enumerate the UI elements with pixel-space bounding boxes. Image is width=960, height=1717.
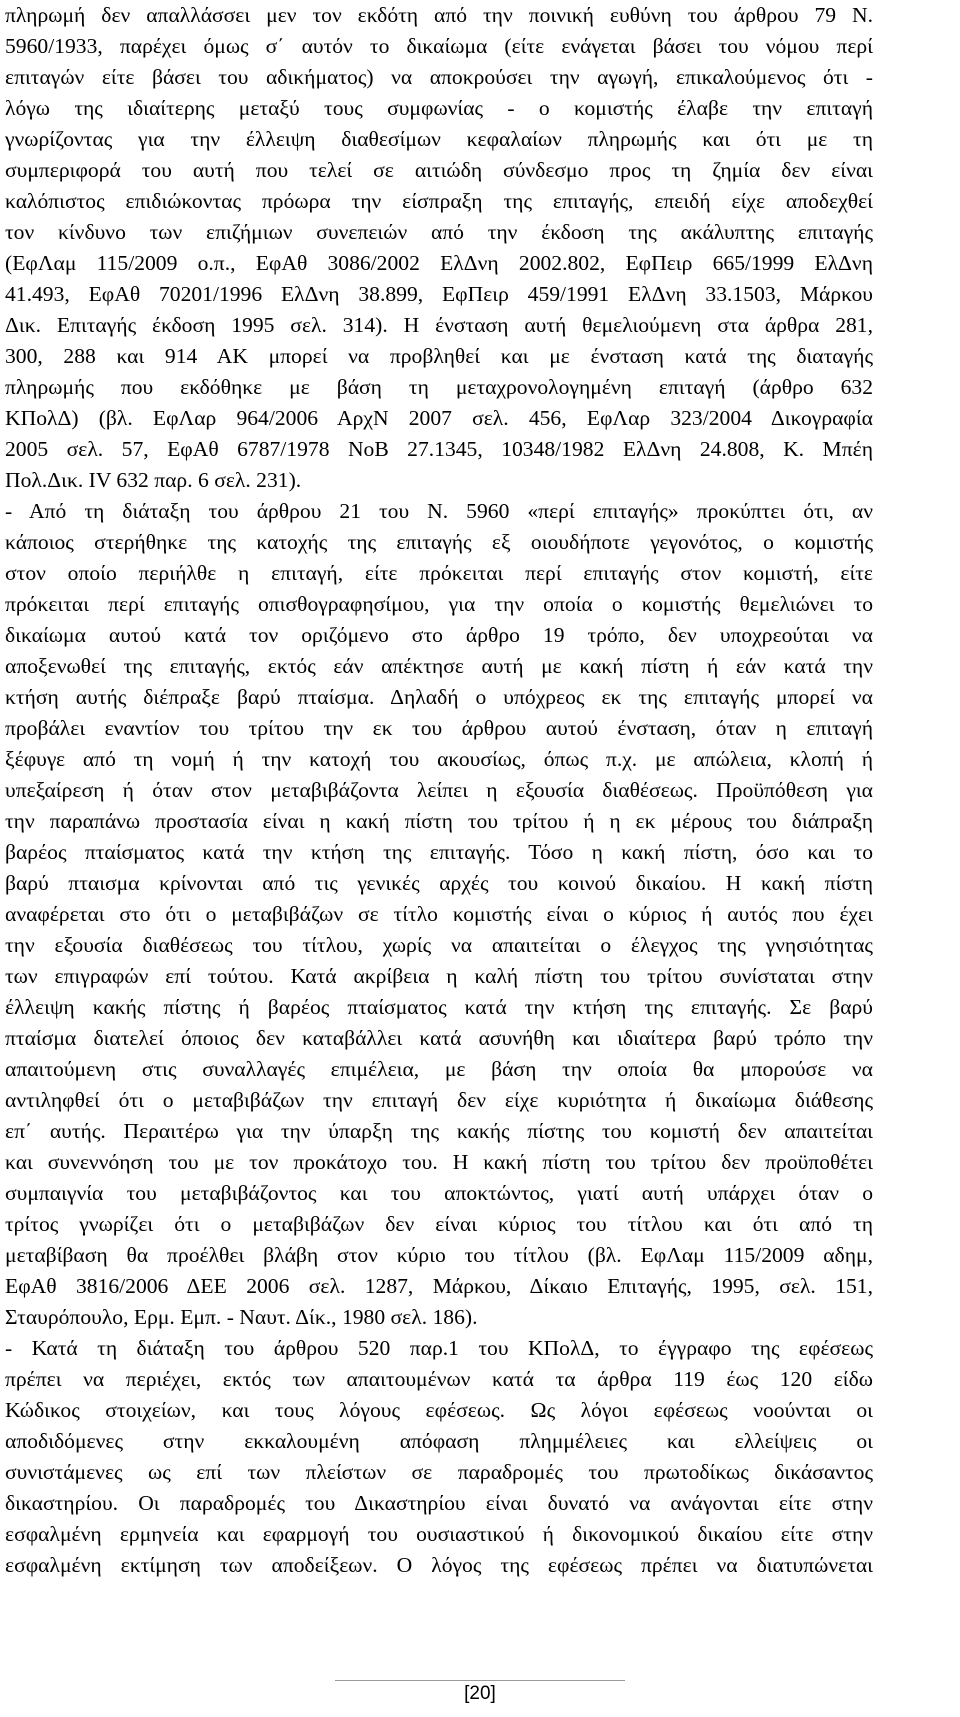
body-text — [5, 0, 873, 1581]
text-line: αποδιδόμενες στην εκκαλουμένη απόφαση πλημμέλειες και ελλείψεις οι — [5, 1429, 873, 1453]
text-line: έλλειψη κακής πίστης ή βαρέος πταίσματος κατά την κτήση της επιταγής. Σε βαρύ — [5, 995, 873, 1019]
page-number: [20] — [464, 1683, 496, 1704]
text-line: καλόπιστος επιδιώκοντας πρόωρα την είσπραξη της επιταγής, επειδή είχε αποδεχθεί — [5, 189, 873, 213]
text-line: αναφέρεται στο ότι ο μεταβιβάζων σε τίτλο κομιστής είναι ο κύριος ή αυτός που έχει — [5, 902, 873, 926]
text-line: γνωρίζοντας για την έλλειψη διαθεσίμων κεφαλαίων πληρωμής και ότι με τη — [5, 127, 873, 151]
text-line: προβάλει εναντίον του τρίτου την εκ του άρθρου αυτού ένσταση, όταν η επιταγή — [5, 716, 873, 740]
text-line: αντιληφθεί ότι ο μεταβιβάζων την επιταγή δεν είχε κυριότητα ή δικαίωμα διάθεσης — [5, 1088, 873, 1112]
text-line: Κώδικος στοιχείων, και τους λόγους εφέσεως. Ως λόγοι εφέσεως νοούνται οι — [5, 1398, 873, 1422]
text-line: Πολ.Δικ. IV 632 παρ. 6 σελ. 231). — [5, 468, 302, 492]
text-line: ξέφυγε από τη νομή ή την κατοχή του ακουσίως, όπως π.χ. με απώλεια, κλοπή ή — [5, 747, 873, 771]
text-line: συμπεριφορά του αυτή που τελεί σε αιτιώδη σύνδεσμο προς τη ζημία δεν είναι — [5, 158, 873, 182]
text-line: συμπαιγνία του μεταβιβάζοντος και του αποκτώντος, γιατί αυτή υπάρχει όταν ο — [5, 1181, 873, 1205]
text-line: βαρύ πταισμα κρίνονται από τις γενικές αρχές του κοινού δικαίου. Η κακή πίστη — [5, 871, 873, 895]
text-line: - Από τη διάταξη του άρθρου 21 του Ν. 5960 «περί επιταγής» προκύπτει ότι, αν — [5, 499, 873, 523]
text-line: εσφαλμένη ερμηνεία και εφαρμογή του ουσιαστικού ή δικονομικού δικαίου είτε στην — [5, 1522, 873, 1546]
text-line: ΚΠολΔ) (βλ. ΕφΛαρ 964/2006 ΑρχΝ 2007 σελ. 456, ΕφΛαρ 323/2004 Δικογραφία — [5, 406, 873, 430]
text-line: εσφαλμένη εκτίμηση των αποδείξεων. Ο λόγος της εφέσεως πρέπει να διατυπώνεται — [5, 1553, 873, 1577]
text-line: τον κίνδυνο των επιζήμιων συνεπειών από την έκδοση της ακάλυπτης επιταγής — [5, 220, 873, 244]
text-line: Δικ. Επιταγής έκδοση 1995 σελ. 314). Η ένσταση αυτή θεμελιούμενη στα άρθρα 281, — [5, 313, 873, 337]
text-line: των επιγραφών επί τούτου. Κατά ακρίβεια η καλή πίστη του τρίτου συνίσταται στην — [5, 964, 873, 988]
text-line: πρέπει να περιέχει, εκτός των απαιτουμένων κατά τα άρθρα 119 έως 120 είδω — [5, 1367, 873, 1391]
text-line: υπεξαίρεση ή όταν στον μεταβιβάζοντα λείπει η εξουσία διαθέσεως. Προϋπόθεση για — [5, 778, 873, 802]
text-line: - Κατά τη διάταξη του άρθρου 520 παρ.1 του ΚΠολΔ, το έγγραφο της εφέσεως — [5, 1336, 873, 1360]
text-line: κάποιος στερήθηκε της κατοχής της επιταγής εξ οιουδήποτε γεγονότος, ο κομιστής — [5, 530, 873, 554]
text-line: επ΄ αυτής. Περαιτέρω για την ύπαρξη της κακής πίστης του κομιστή δεν απαιτείται — [5, 1119, 873, 1143]
text-line: κτήση αυτής διέπραξε βαρύ πταίσμα. Δηλαδή ο υπόχρεος εκ της επιταγής μπορεί να — [5, 685, 873, 709]
text-line: 300, 288 και 914 ΑΚ μπορεί να προβληθεί και με ένσταση κατά της διαταγής — [5, 344, 873, 368]
text-line: 5960/1933, παρέχει όμως σ΄ αυτόν το δικαίωμα (είτε ενάγεται βάσει του νόμου περί — [5, 34, 873, 58]
text-line: πληρωμής που εκδόθηκε με βάση τη μεταχρονολογημένη επιταγή (άρθρο 632 — [5, 375, 873, 399]
text-line: Σταυρόπουλο, Ερμ. Εμπ. - Ναυτ. Δίκ., 1980 σελ. 186). — [5, 1305, 478, 1329]
text-line: δικαίωμα αυτού κατά τον οριζόμενο στο άρθρο 19 τρόπο, δεν υποχρεούται να — [5, 623, 873, 647]
text-line: λόγω της ιδιαίτερης μεταξύ τους συμφωνίας - ο κομιστής έλαβε την επιταγή — [5, 96, 873, 120]
text-line: την παραπάνω προστασία είναι η κακή πίστη του τρίτου ή η εκ μέρους του διάπραξη — [5, 809, 873, 833]
text-line: μεταβίβαση θα προέλθει βλάβη στον κύριο του τίτλου (βλ. ΕφΛαμ 115/2009 αδημ, — [5, 1243, 873, 1267]
text-line: την εξουσία διαθέσεως του τίτλου, χωρίς να απαιτείται ο έλεγχος της γνησιότητας — [5, 933, 873, 957]
text-line: τρίτος γνωρίζει ότι ο μεταβιβάζων δεν είναι κύριος του τίτλου και ότι από τη — [5, 1212, 873, 1236]
text-line: στον οποίο περιήλθε η επιταγή, είτε πρόκειται περί επιταγής στον κομιστή, είτε — [5, 561, 873, 585]
text-line: πταίσμα διατελεί όποιος δεν καταβάλλει κατά ασυνήθη και ιδιαίτερα βαρύ τρόπο την — [5, 1026, 873, 1050]
text-line: πληρωμή δεν απαλλάσσει μεν τον εκδότη από την ποινική ευθύνη του άρθρου 79 Ν. — [5, 3, 873, 27]
footer-divider — [335, 1680, 625, 1681]
text-line: 41.493, ΕφΑθ 70201/1996 ΕλΔνη 38.899, ΕφΠειρ 459/1991 ΕλΔνη 33.1503, Μάρκου — [5, 282, 873, 306]
text-line: επιταγών είτε βάσει του αδικήματος) να αποκρούσει την αγωγή, επικαλούμενος ότι - — [5, 65, 873, 89]
text-line: 2005 σελ. 57, ΕφΑθ 6787/1978 ΝοΒ 27.1345, 10348/1982 ΕλΔνη 24.808, Κ. Μπέη — [5, 437, 873, 461]
text-line: και συνεννόηση του με τον προκάτοχο του. Η κακή πίστη του τρίτου δεν προϋποθέτει — [5, 1150, 873, 1174]
text-line: ΕφΑθ 3816/2006 ΔΕΕ 2006 σελ. 1287, Μάρκου, Δίκαιο Επιταγής, 1995, σελ. 151, — [5, 1274, 873, 1298]
text-line: συνιστάμενες ως επί των πλείστων σε παραδρομές του πρωτοδίκως δικάσαντος — [5, 1460, 873, 1484]
text-line: (ΕφΛαμ 115/2009 ο.π., ΕφΑθ 3086/2002 ΕλΔνη 2002.802, ΕφΠειρ 665/1999 ΕλΔνη — [5, 251, 873, 275]
text-line: δικαστηρίου. Οι παραδρομές του Δικαστηρίου είναι δυνατό να ανάγονται είτε στην — [5, 1491, 873, 1515]
text-line: βαρέος πταίσματος κατά την κτήση της επιταγής. Τόσο η κακή πίστη, όσο και το — [5, 840, 873, 864]
text-line: αποξενωθεί της επιταγής, εκτός εάν απέκτησε αυτή με κακή πίστη ή εάν κατά την — [5, 654, 873, 678]
text-line: απαιτούμενη στις συναλλαγές επιμέλεια, με βάση την οποία θα μπορούσε να — [5, 1057, 873, 1081]
text-line: πρόκειται περί επιταγής οπισθογραφησίμου, για την οποία ο κομιστής θεμελιώνει το — [5, 592, 873, 616]
